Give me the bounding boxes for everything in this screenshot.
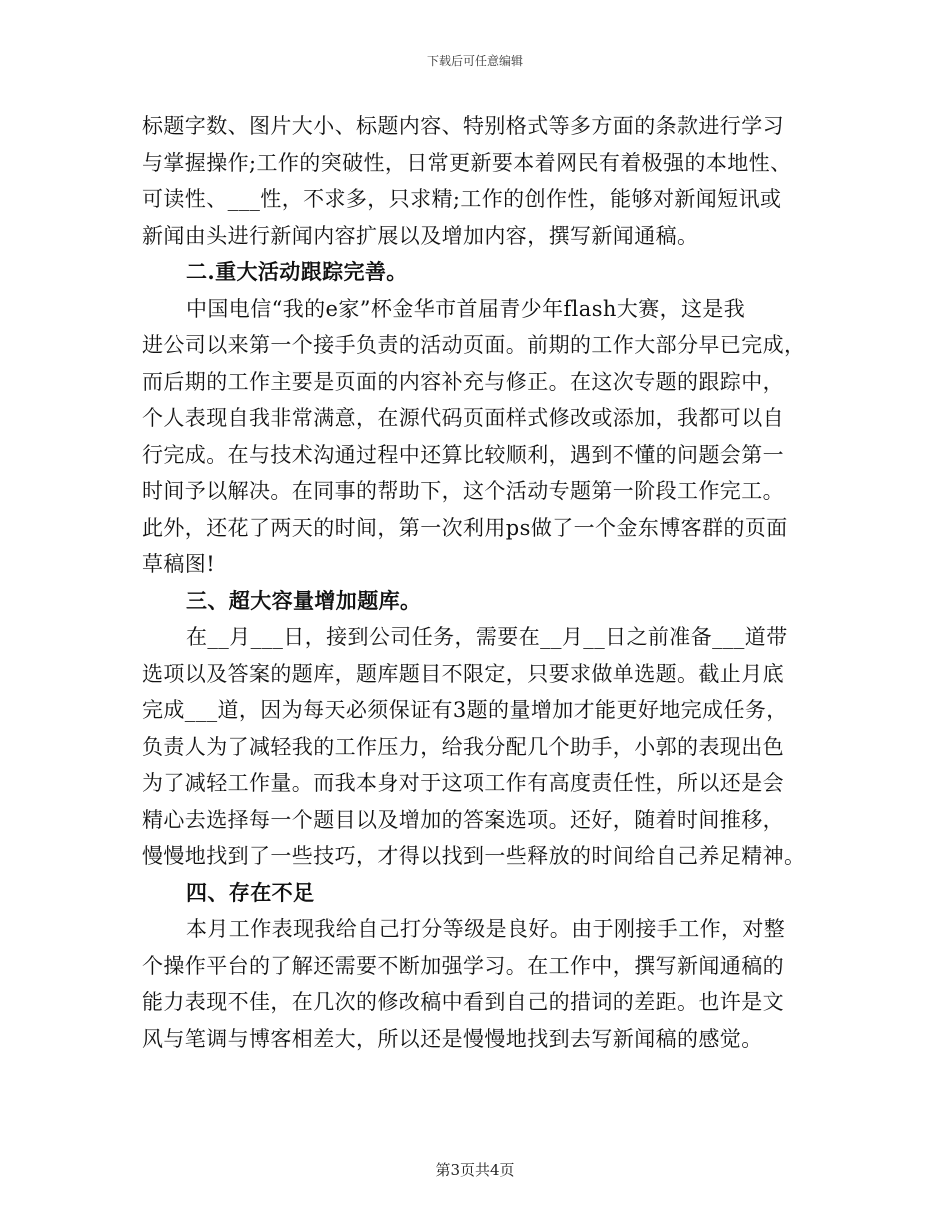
section-heading-4: 四、存在不足 xyxy=(186,879,315,905)
paragraph-line: 进公司以来第一个接手负责的活动页面。前期的工作大部分早已完成， xyxy=(142,333,806,357)
paragraph-line: 完成___道，因为每天必须保证有3题的量增加才能更好地完成任务， xyxy=(142,698,788,722)
paragraph-line: 个人表现自我非常满意，在源代码页面样式修改或添加，我都可以自 xyxy=(142,406,784,430)
section-heading-3: 三、超大容量增加题库。 xyxy=(186,587,422,613)
paragraph-line: 可读性、___性，不求多，只求精;工作的创作性，能够对新闻短讯或 xyxy=(142,187,782,211)
paragraph-line: 慢慢地找到了一些技巧，才得以找到一些释放的时间给自己养足精神。 xyxy=(142,844,806,868)
paragraph-line: 本月工作表现我给自己打分等级是良好。由于刚接手工作，对整 xyxy=(186,917,786,941)
document-body xyxy=(142,108,814,1057)
paragraph-line: 新闻由头进行新闻内容扩展以及增加内容，撰写新闻通稿。 xyxy=(142,223,699,248)
paragraph-line: 中国电信“我的e家”杯金华市首届青少年flash大赛，这是我 xyxy=(186,296,746,321)
paragraph-line: 个操作平台的了解还需要不断加强学习。在工作中，撰写新闻通稿的 xyxy=(142,953,784,978)
paragraph-line: 而后期的工作主要是页面的内容补充与修正。在这次专题的跟踪中， xyxy=(142,369,784,394)
paragraph-line: 行完成。在与技术沟通过程中还算比较顺利，遇到不懂的问题会第一 xyxy=(142,442,784,467)
paragraph-line: 负责人为了减轻我的工作压力，给我分配几个助手，小郭的表现出色 xyxy=(142,734,784,759)
paragraph-line: 能力表现不佳，在几次的修改稿中看到自己的措词的差距。也许是文 xyxy=(142,990,784,1014)
paragraph-line: 为了减轻工作量。而我本身对于这项工作有高度责任性，所以还是会 xyxy=(142,771,784,795)
paragraph-line: 与掌握操作;工作的突破性，日常更新要本着网民有着极强的本地性、 xyxy=(142,150,792,175)
paragraph-line: 此外，还花了两天的时间，第一次利用ps做了一个金东博客群的页面 xyxy=(142,515,788,540)
paragraph-line: 精心去选择每一个题目以及增加的答案选项。还好，随着时间推移， xyxy=(142,807,784,832)
section-heading-2: 二.重大活动跟踪完善。 xyxy=(186,259,408,284)
paragraph-line: 选项以及答案的题库，题库题目不限定，只要求做单选题。截止月底 xyxy=(142,661,784,686)
paragraph-line: 草稿图! xyxy=(142,552,216,576)
page-number: 第3页共4页 xyxy=(435,1161,515,1179)
paragraph-line: 时间予以解决。在同事的帮助下，这个活动专题第一阶段工作完工。 xyxy=(142,479,784,503)
paragraph-line: 在__月___日，接到公司任务，需要在__月__日之前准备___道带 xyxy=(186,625,788,649)
paragraph-line: 风与笔调与博客相差大，所以还是慢慢地找到去写新闻稿的感觉。 xyxy=(142,1026,763,1051)
page-header-note: 下载后可任意编辑 xyxy=(426,54,523,68)
paragraph-line: 标题字数、图片大小、标题内容、特别格式等多方面的条款进行学习 xyxy=(142,114,784,138)
